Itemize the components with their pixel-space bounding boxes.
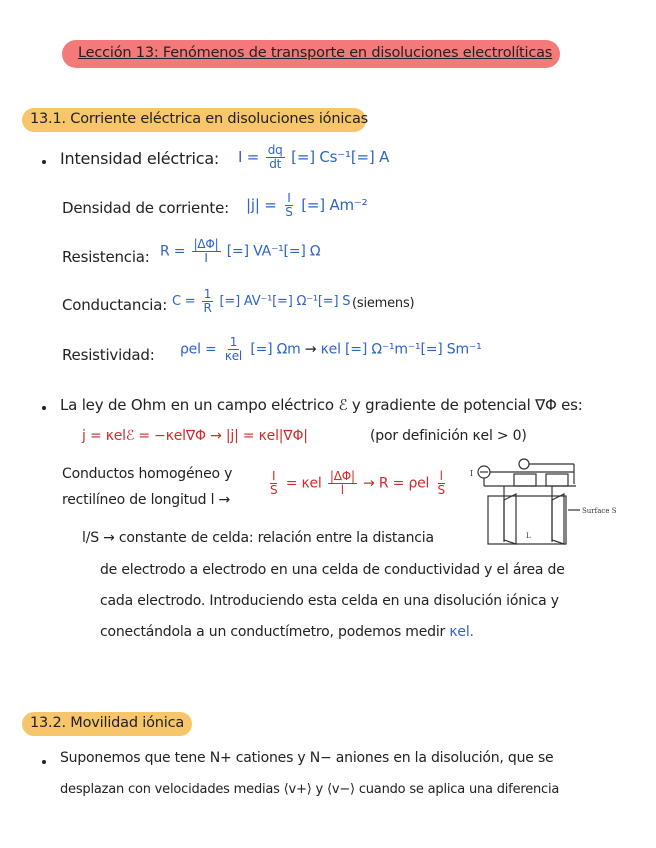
bullet	[42, 406, 46, 410]
resistencia-formula	[160, 238, 320, 265]
page-title: Lección 13: Fenómenos de transporte en disoluciones electrolíticas	[78, 45, 553, 61]
conductancia-units: [=] AV⁻¹[=] Ω⁻¹[=] S	[219, 294, 351, 309]
frac-num: I	[272, 469, 276, 483]
celda-lead: l/S → constante de celda: relación entre la distancia	[82, 530, 434, 546]
frac-num: I	[287, 191, 291, 205]
resistencia-fraction	[192, 238, 221, 265]
resistividad-units: [=] Ωm	[250, 341, 301, 358]
section2-line1: Suponemos que tene N+ cationes y N− aniones en la disolución, que se	[60, 750, 554, 766]
frac-den: S	[437, 483, 445, 497]
conductancia-note: (siemens)	[352, 296, 415, 311]
intensidad-fraction	[266, 144, 285, 171]
figure-label-i: I	[470, 469, 474, 478]
resistividad-label: Resistividad:	[62, 346, 155, 364]
bullet	[42, 760, 46, 764]
conductos-fraction-3	[436, 470, 447, 497]
conductivity-cell-figure	[464, 454, 640, 554]
conductos-line1: Conductos homogéneo y	[62, 466, 233, 482]
conductos-eq-mid: = κel	[285, 475, 322, 492]
ohm-text: La ley de Ohm en un campo eléctrico ℰ y gradiente de potencial ∇Φ es:	[60, 396, 583, 414]
celda-line4-text: conectándola a un conductímetro, podemos medir	[100, 624, 446, 640]
conductos-fraction-1	[268, 470, 279, 497]
celda-line4	[100, 624, 474, 640]
frac-num: 1	[229, 335, 238, 349]
celda-line2: de electrodo a electrodo en una celda de conductividad y el área de	[100, 562, 565, 578]
figure-surface-label: Surface S	[582, 507, 617, 515]
celda-line3: cada electrodo. Introduciendo esta celda en una disolución iónica y	[100, 593, 559, 609]
frac-den: dt	[269, 157, 282, 171]
frac-num: 1	[203, 287, 212, 301]
conductancia-formula	[172, 288, 350, 315]
densidad-lhs: |j| =	[246, 196, 277, 214]
resistividad-rhs: κel [=] Ω⁻¹m⁻¹[=] Sm⁻¹	[320, 341, 482, 358]
celda-line4-symbol: κel.	[449, 624, 474, 640]
resistividad-formula	[180, 336, 482, 363]
frac-den: l	[340, 483, 344, 497]
ohm-equation: j = κelℰ = −κel∇Φ → |j| = κel|∇Φ|	[82, 428, 308, 444]
resistividad-fraction	[223, 336, 244, 363]
densidad-fraction	[283, 192, 294, 219]
frac-den: S	[270, 483, 278, 497]
frac-den: S	[285, 205, 293, 219]
arrow: →	[304, 341, 317, 358]
conductancia-fraction	[201, 288, 213, 315]
frac-num: l	[439, 469, 443, 483]
conductos-eq-arrow: → R = ρel	[363, 475, 430, 492]
densidad-formula	[246, 192, 367, 219]
frac-den: I	[204, 251, 208, 265]
frac-den: R	[203, 301, 212, 315]
intensidad-formula	[238, 144, 389, 171]
frac-num: |ΔΦ|	[193, 237, 219, 251]
figure-length-label: L	[526, 532, 531, 540]
resistencia-label: Resistencia:	[62, 248, 150, 266]
conductos-formula	[266, 470, 449, 497]
section1-heading: 13.1. Corriente eléctrica en disoluciones iónicas	[30, 111, 368, 127]
densidad-units: [=] Am⁻²	[301, 196, 368, 214]
resistencia-lhs: R =	[160, 243, 186, 260]
intensidad-lhs: I =	[238, 148, 260, 166]
resistencia-units: [=] VA⁻¹[=] Ω	[226, 243, 321, 260]
section2-line2: desplazan con velocidades medias ⟨v+⟩ y ⟨v−⟩ cuando se aplica una diferencia	[60, 782, 560, 797]
frac-num: dq	[267, 143, 283, 157]
resistividad-lhs: ρel =	[180, 341, 217, 358]
intensidad-units: [=] Cs⁻¹[=] A	[291, 148, 390, 166]
intensidad-label: Intensidad eléctrica:	[60, 149, 220, 168]
bullet	[42, 160, 46, 164]
conductos-fraction-2	[328, 470, 357, 497]
conductos-line2: rectilíneo de longitud l →	[62, 492, 231, 508]
ohm-note: (por definición κel > 0)	[370, 428, 527, 444]
section2-heading: 13.2. Movilidad iónica	[30, 715, 185, 731]
frac-den: κel	[224, 349, 243, 363]
conductancia-label: Conductancia:	[62, 296, 168, 314]
densidad-label: Densidad de corriente:	[62, 199, 229, 217]
conductancia-lhs: C =	[172, 294, 196, 309]
frac-num: |ΔΦ|	[329, 469, 355, 483]
